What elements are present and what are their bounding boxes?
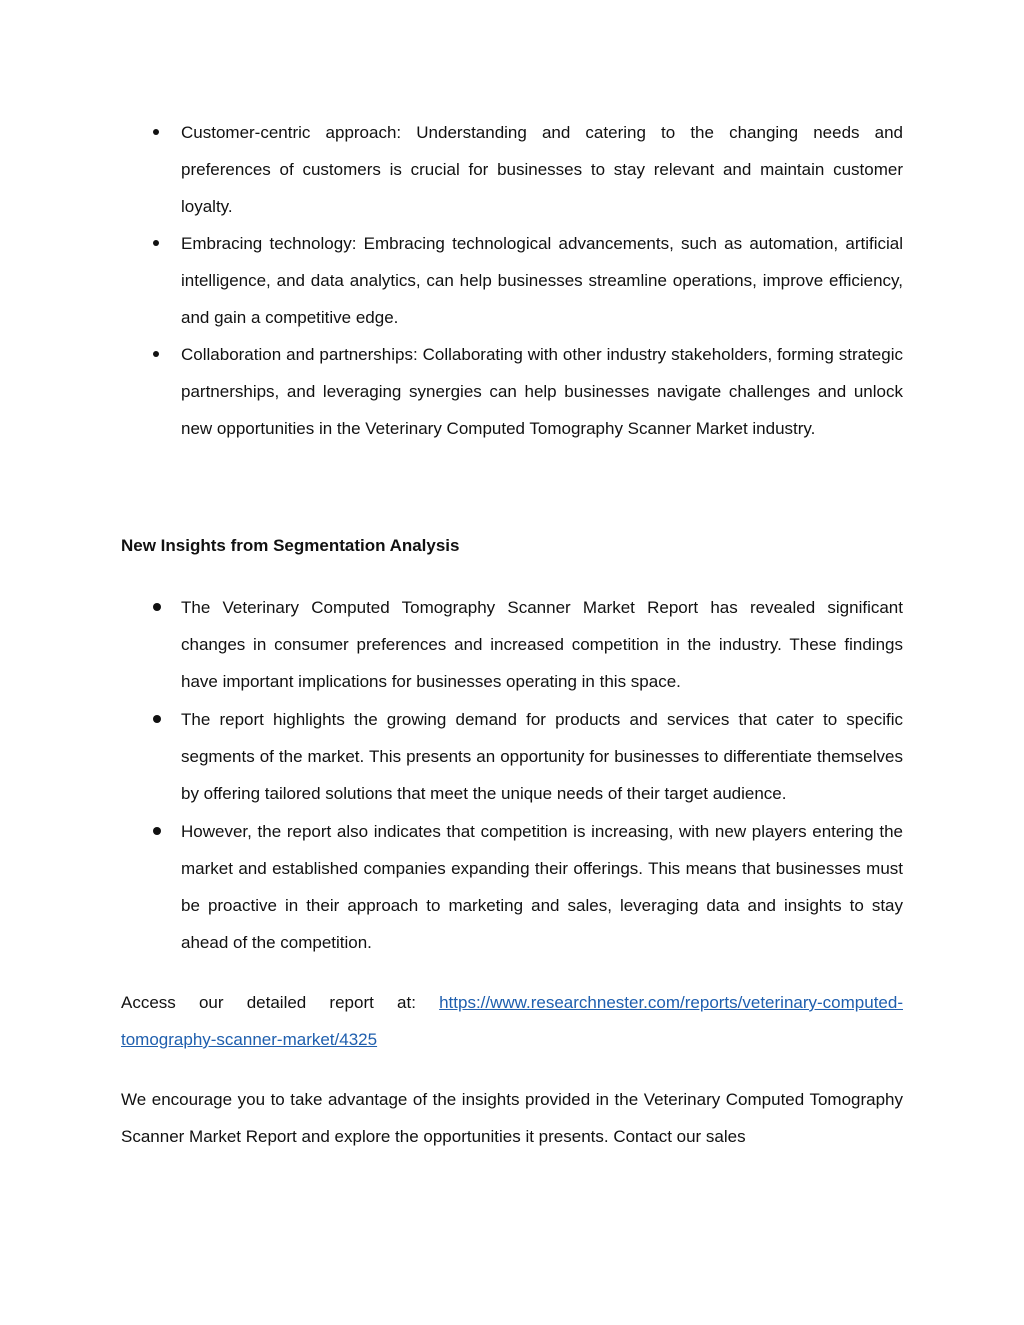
list-item bbox=[121, 225, 903, 336]
report-link[interactable]: https://www.researchnester.com/reports/veterinary-computed-tomography-scanner-market/4325 bbox=[121, 993, 903, 1049]
list-item bbox=[121, 114, 903, 225]
bullet-icon bbox=[153, 240, 159, 246]
list-item-text: The Veterinary Computed Tomography Scanner Market Report has revealed significant changes in consumer preferences and increased competition in the industry. These findings have important implications for businesses operating in this space. bbox=[181, 598, 903, 691]
list-item bbox=[121, 589, 903, 700]
bullet-icon bbox=[153, 129, 159, 135]
list-item-text: Embracing technology: Embracing technological advancements, such as automation, artificial intelligence, and data analytics, can help businesses streamline operations, improve efficiency, and gain a competitive edge. bbox=[181, 234, 903, 327]
list-item bbox=[121, 813, 903, 961]
list-item-text: Collaboration and partnerships: Collaborating with other industry stakeholders, forming strategic partnerships, and leveraging synergies can help businesses navigate challenges and unlock new opportunities in the Veterinary Computed Tomography Scanner Market industry. bbox=[181, 345, 903, 438]
bullet-icon bbox=[153, 351, 159, 357]
strategy-bullet-list bbox=[121, 114, 903, 447]
closing-paragraph: We encourage you to take advantage of the insights provided in the Veterinary Computed Tomography Scanner Market Report and explore the opportunities it presents. Contact our sales bbox=[121, 1090, 903, 1146]
list-item-text: However, the report also indicates that competition is increasing, with new players entering the market and established companies expanding their offerings. This means that businesses must be proactive in their approach to marketing and sales, leveraging data and insights to stay ahead of the competition. bbox=[181, 822, 903, 952]
bullet-icon bbox=[153, 715, 161, 723]
list-item bbox=[121, 336, 903, 447]
access-report-paragraph bbox=[121, 984, 903, 1058]
section-heading: New Insights from Segmentation Analysis bbox=[121, 536, 460, 555]
bullet-icon bbox=[153, 827, 161, 835]
insights-bullet-list bbox=[121, 589, 903, 961]
list-item-text: Customer-centric approach: Understanding and catering to the changing needs and preferences of customers is crucial for businesses to stay relevant and maintain customer loyalty. bbox=[181, 123, 903, 216]
bullet-icon bbox=[153, 603, 161, 611]
list-item-text: The report highlights the growing demand for products and services that cater to specific segments of the market. This presents an opportunity for businesses to differentiate themselves by offering tailored solutions that meet the unique needs of their target audience. bbox=[181, 710, 903, 803]
list-item bbox=[121, 701, 903, 812]
access-prefix: Access our detailed report at: bbox=[121, 993, 440, 1012]
document-page bbox=[121, 114, 903, 1155]
